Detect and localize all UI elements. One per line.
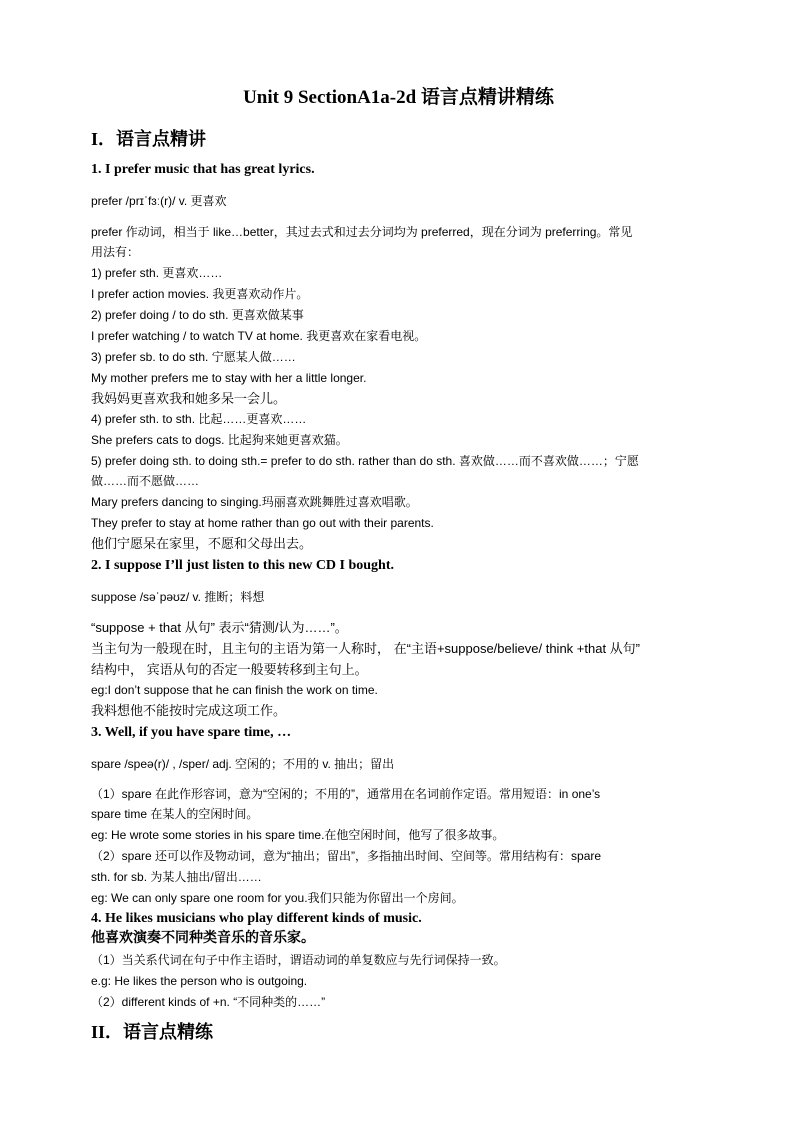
item3-line-2: spare time 在某人的空闲时间。 bbox=[91, 807, 259, 821]
item3-example-1: eg: He wrote some stories in his spare time.在他空闲时间，他写了很多故事。 bbox=[91, 828, 505, 842]
item3-example-2: eg: We can only spare one room for you.我们只能为你留出一个房间。 bbox=[91, 891, 464, 905]
item2-line-3: 结构中， 宾语从句的否定一般要转移到主句上。 bbox=[91, 662, 368, 677]
section-heading-2: II．语言点精练 bbox=[91, 1022, 214, 1042]
item1-example-5: Mary prefers dancing to singing.玛丽喜欢跳舞胜过喜欢唱歌。 bbox=[91, 495, 418, 509]
item3-heading: 3. Well, if you have spare time, … bbox=[91, 725, 292, 740]
item4-heading: 4. He likes musicians who play different kinds of music. bbox=[91, 911, 422, 926]
item2-example: eg:I don’t suppose that he can finish the work on time. bbox=[91, 683, 378, 697]
item2-line-1: “suppose + that 从句” 表示“猜测/认为……”。 bbox=[91, 620, 348, 635]
item1-usage-4: 4) prefer sth. to sth. 比起……更喜欢…… bbox=[91, 412, 307, 426]
item1-usage-5-cont: 做……而不愿做…… bbox=[91, 474, 200, 488]
item1-example-4: She prefers cats to dogs. 比起狗来她更喜欢猫。 bbox=[91, 433, 348, 447]
item4-heading-cn: 他喜欢演奏不同种类音乐的音乐家。 bbox=[91, 931, 315, 946]
item1-example-1: I prefer action movies. 我更喜欢动作片。 bbox=[91, 287, 309, 301]
item2-phonetic: suppose /səˈpəʊz/ v. 推断；料想 bbox=[91, 590, 265, 604]
item1-example-3: My mother prefers me to stay with her a little longer. bbox=[91, 371, 367, 385]
item2-line-2: 当主句为一般现在时，且主句的主语为第一人称时， 在“主语+suppose/believe/ think +that 从句” bbox=[91, 641, 641, 656]
item2-heading: 2. I suppose I’ll just listen to this new CD I bought. bbox=[91, 558, 395, 573]
item1-example-6: They prefer to stay at home rather than go out with their parents. bbox=[91, 516, 434, 530]
item4-line-1: （1）当关系代词在句子中作主语时，谓语动词的单复数应与先行词保持一致。 bbox=[91, 953, 506, 967]
item1-usage-3: 3) prefer sb. to do sth. 宁愿某人做…… bbox=[91, 350, 296, 364]
item1-intro-line1: prefer 作动词，相当于 like…better，其过去式和过去分词均为 preferred，现在分词为 preferring。常见 bbox=[91, 225, 633, 239]
item3-phonetic: spare /speə(r)/ , /sper/ adj. 空闲的；不用的 v. 抽出；留出 bbox=[91, 757, 395, 771]
item3-line-5: sth. for sb. 为某人抽出/留出…… bbox=[91, 870, 262, 884]
item1-usage-1: 1) prefer sth. 更喜欢…… bbox=[91, 266, 223, 280]
item1-phonetic: prefer /prɪˈfɜː(r)/ v. 更喜欢 bbox=[91, 194, 227, 208]
item3-line-1: （1）spare 在此作形容词，意为“空闲的；不用的”，通常用在名词前作定语。常用短语：in one’s bbox=[91, 787, 601, 801]
item4-example: e.g: He likes the person who is outgoing. bbox=[91, 974, 308, 988]
item1-usage-5: 5) prefer doing sth. to doing sth.= prefer to do sth. rather than do sth. 喜欢做……而不喜欢做……；宁愿 bbox=[91, 454, 639, 468]
item1-example-3-cn: 我妈妈更喜欢我和她多呆一会儿。 bbox=[91, 391, 287, 406]
item1-intro-line2: 用法有： bbox=[91, 245, 140, 259]
item2-example-cn: 我料想他不能按时完成这项工作。 bbox=[91, 703, 287, 718]
item1-example-6-cn: 他们宁愿呆在家里，不愿和父母出去。 bbox=[91, 536, 313, 551]
item3-line-4: （2）spare 还可以作及物动词，意为“抽出；留出”，多指抽出时间、空间等。常用结构有：spare bbox=[91, 849, 602, 863]
page-title: Unit 9 SectionA1a-2d 语言点精讲精练 bbox=[243, 87, 554, 108]
item1-usage-2: 2) prefer doing / to do sth. 更喜欢做某事 bbox=[91, 308, 304, 322]
item1-example-2: I prefer watching / to watch TV at home. 我更喜欢在家看电视。 bbox=[91, 329, 427, 343]
item4-line-2: （2）different kinds of +n. “不同种类的……” bbox=[91, 995, 326, 1009]
item1-heading: 1. I prefer music that has great lyrics. bbox=[91, 162, 315, 177]
section-heading-1: I．语言点精讲 bbox=[91, 129, 207, 149]
